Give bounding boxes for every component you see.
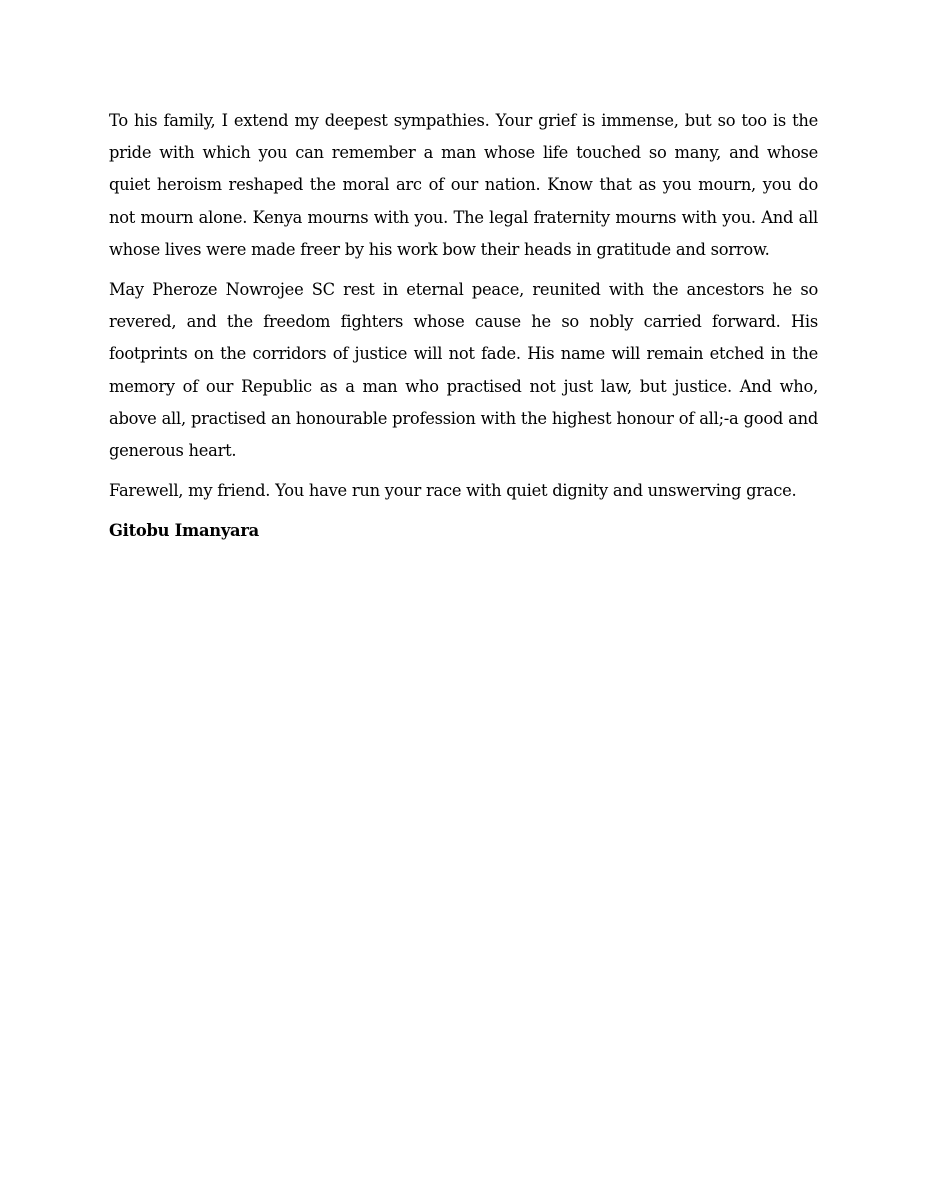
paragraph-condolences: To his family, I extend my deepest sympathies. Your grief is immense, but so too is the pride with which you can remember a man whose life touched so many, and whose quiet heroism reshaped the moral arc of our nation. Know that as you mourn, you do not mourn alone. Kenya mourns with you. The legal fraternity mourns with you. And all whose lives were made freer by his work bow their heads in gratitude and sorrow.: [109, 111, 818, 259]
paragraph-farewell: Farewell, my friend. You have run your race with quiet dignity and unswerving grace.: [109, 481, 797, 501]
paragraph-rest-in-peace: May Pheroze Nowrojee SC rest in eternal peace, reunited with the ancestors he so revered, and the freedom fighters whose cause he so nobly carried forward. His footprints on the corridors of justice will not fade. His name will remain etched in the memory of our Republic as a man who practised not just law, but justice. And who, above all, practised an honourable profession with the highest honour of all;-a good and generous heart.: [109, 280, 818, 461]
letter-body: [109, 105, 818, 548]
signature: Gitobu Imanyara: [109, 521, 259, 541]
